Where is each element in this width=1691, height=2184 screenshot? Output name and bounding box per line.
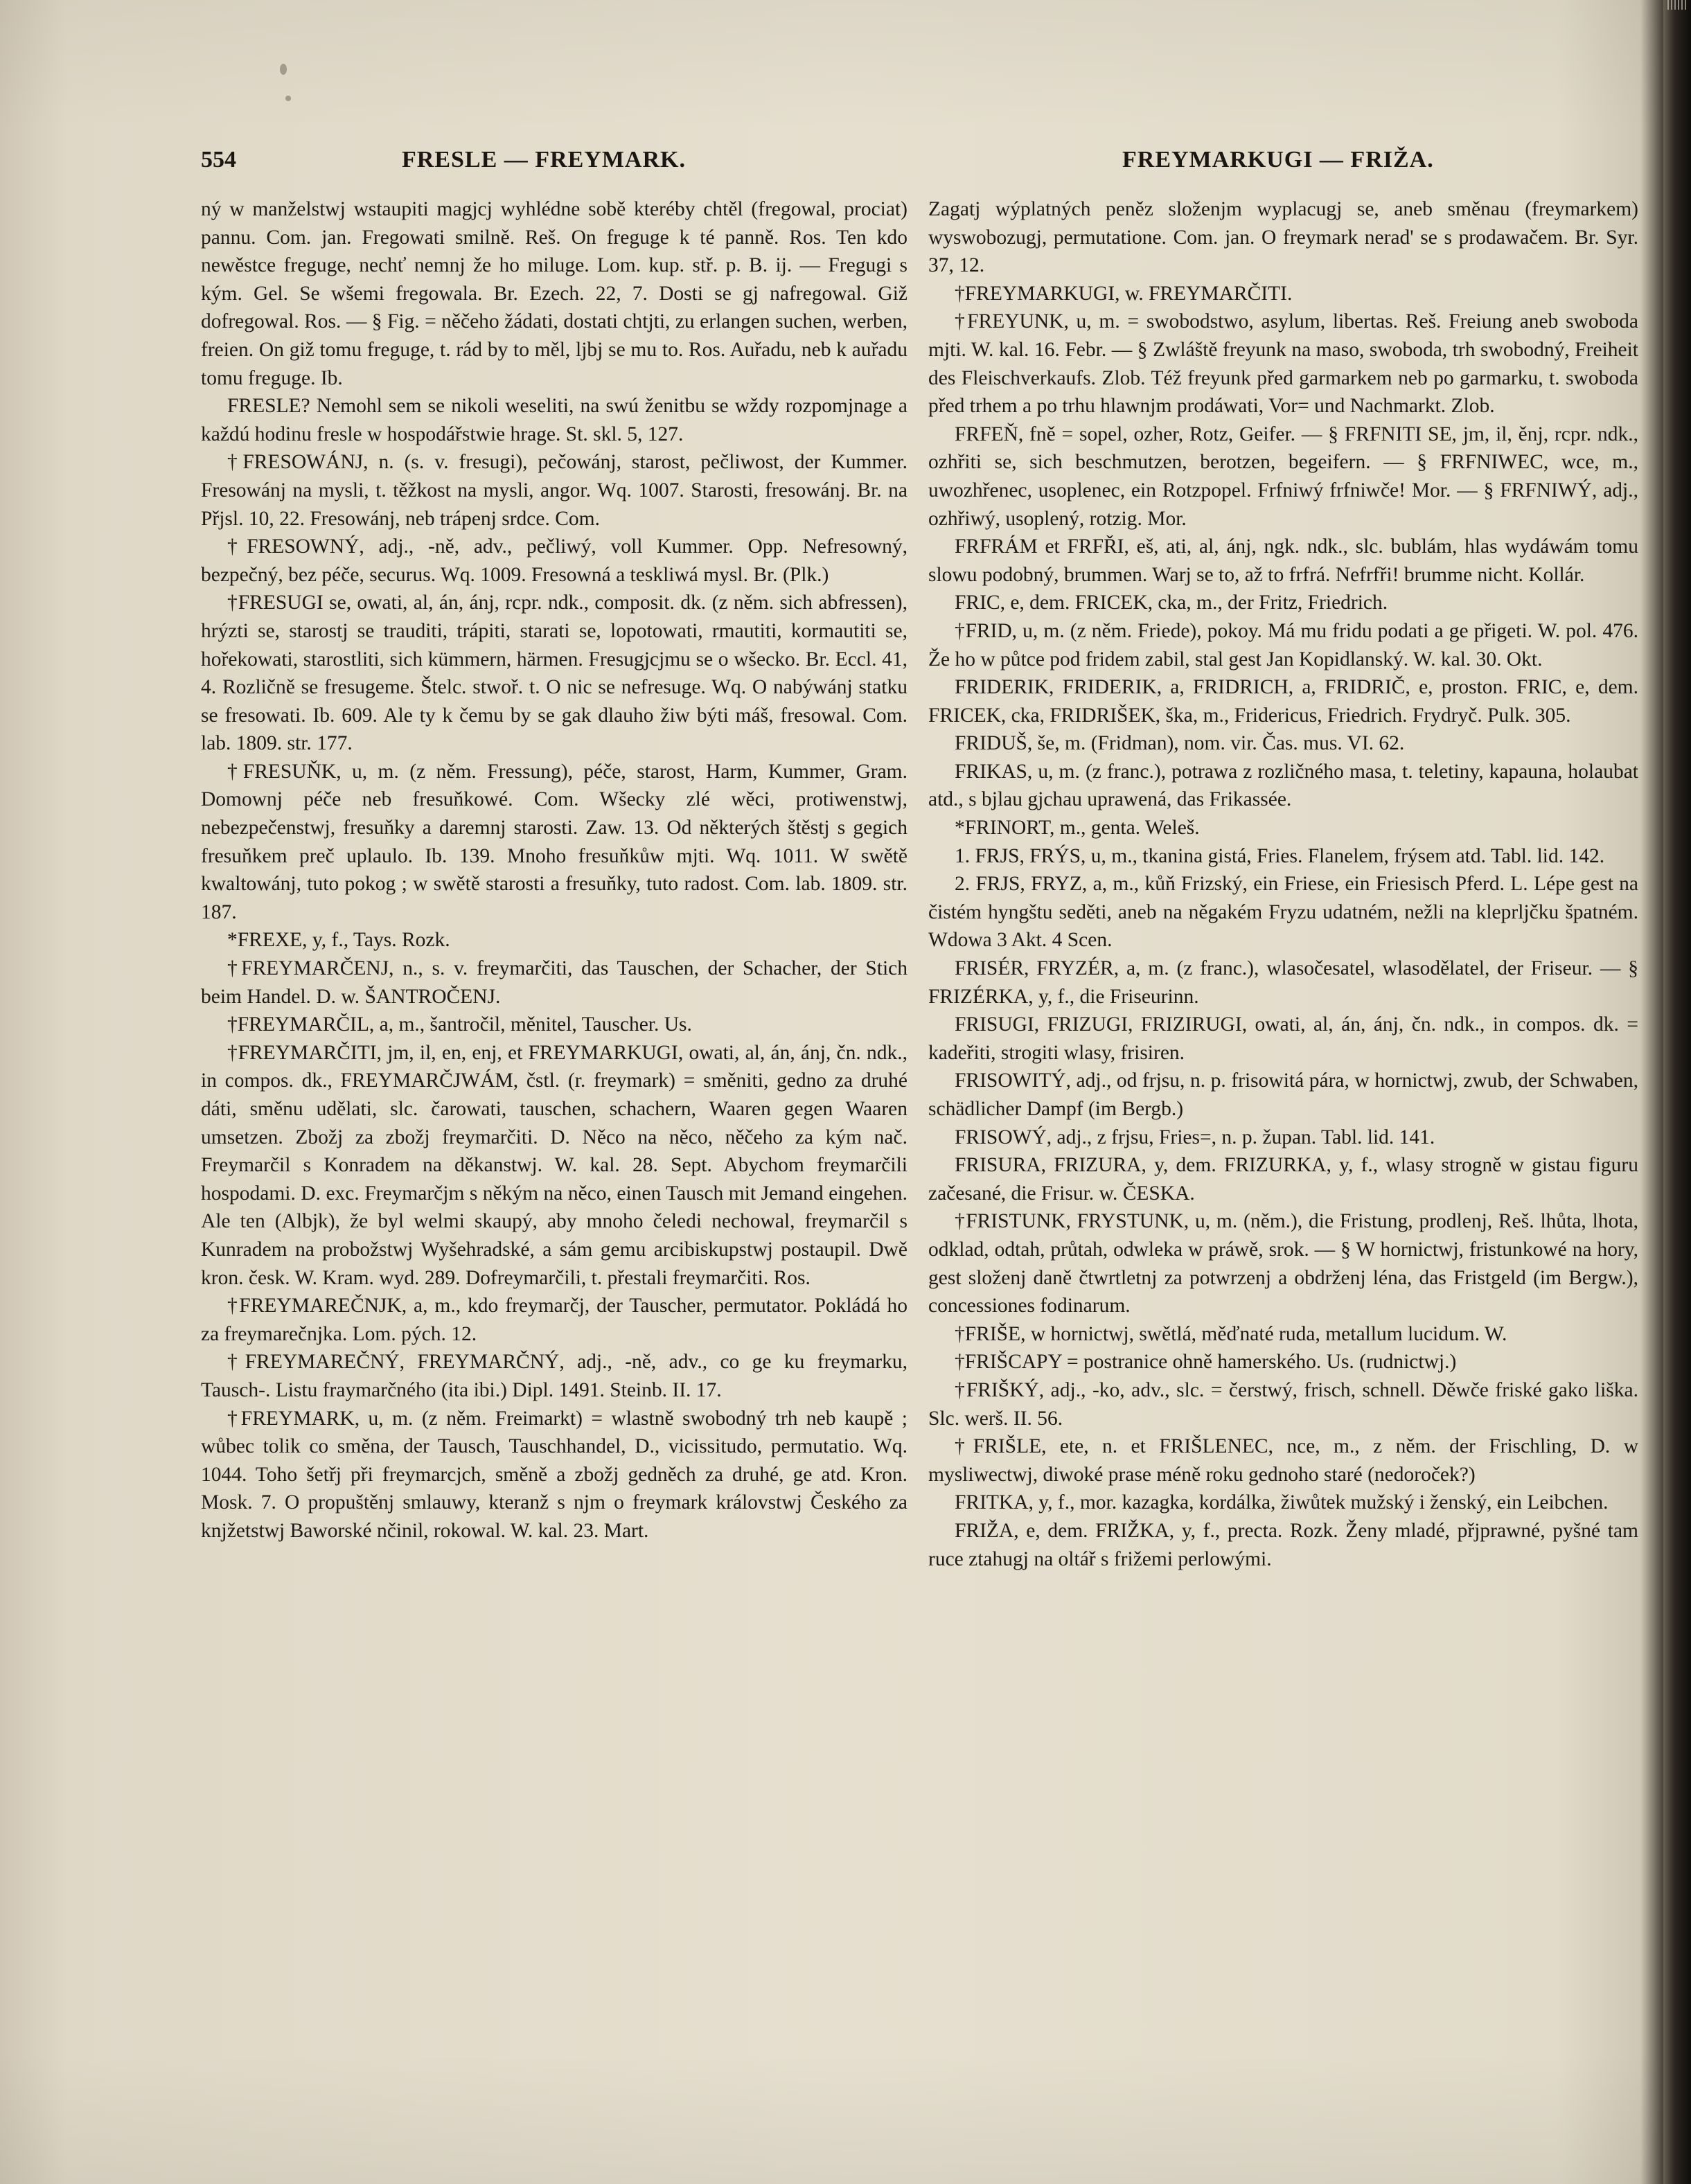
dictionary-entry: FRISUGI, FRIZUGI, FRIZIRUGI, owati, al, án, ánj, čn. ndk., in compos. dk. = kadeřiti, strogiti wlasy, frisiren. bbox=[928, 1013, 1638, 1064]
left-column bbox=[201, 195, 908, 1545]
running-head-right: FREYMARKUGI — FRIŽA. bbox=[1122, 147, 1434, 172]
dictionary-entry: FRISOWITÝ, adj., od frjsu, n. p. frisowitá pára, w hornictwj, zwub, der Schwaben, schädlicher Dampf (im Bergb.) bbox=[928, 1069, 1638, 1120]
dictionary-entry: FRIDERIK, FRIDERIK, a, FRIDRICH, a, FRIDRIČ, e, proston. FRIC, e, dem. FRICEK, cka, FRIDRIŠEK, ška, m., Fridericus, Friedrich. Frydryč. Pulk. 305. bbox=[928, 676, 1638, 727]
dictionary-entry: †FRESOWÁNJ, n. (s. v. fresugi), pečowánj, starost, pečliwost, der Kummer. Fresowánj na mysli, t. těžkost na mysli, angor. Wq. 1007. Starosti, fresowánj. Br. na Přjsl. 10, 22. Fresowánj, neb trápenj srdce. Com. bbox=[201, 451, 908, 530]
dictionary-entry: Zagatj wýplatných peněz složenjm wyplacugj se, aneb směnau (freymarkem) wyswobozugj, permutatione. Com. jan. O freymark nerad' se s prodawačem. Br. Syr. 37, 12. bbox=[928, 198, 1638, 277]
dictionary-entry: FRFEŇ, fně = sopel, ozher, Rotz, Geifer. — § FRFNITI SE, jm, il, ěnj, rcpr. ndk., ozhřiti se, sich beschmutzen, berotzen, begeifern. — § FRFNIWEC, wce, m., uwozhřenec, usoplenec, ein Rotzpopel. Frfniwý frfniwče! Mor. — § FRFNIWÝ, adj., ozhřiwý, usoplený, rotzig. Mor. bbox=[928, 423, 1638, 530]
dictionary-entry: FRIKAS, u, m. (z franc.), potrawa z rozličného masa, t. teletiny, kapauna, holaubat atd., s bjlau gjchau uprawená, das Frikassée. bbox=[928, 760, 1638, 811]
dictionary-entry: 1. FRJS, FRÝS, u, m., tkanina gistá, Fries. Flanelem, frýsem atd. Tabl. lid. 142. bbox=[955, 844, 1605, 867]
book-spine-edge bbox=[1663, 0, 1691, 2184]
dictionary-entry: †FRIŠLE, ete, n. et FRIŠLENEC, nce, m., z něm. der Frischling, D. w mysliwectwj, diwoké prase méně roku gednoho staré (nedoroček?) bbox=[928, 1435, 1638, 1486]
dictionary-entry: FRIC, e, dem. FRICEK, cka, m., der Fritz, Friedrich. bbox=[955, 592, 1388, 614]
dictionary-entry: †FREYMAREČNÝ, FREYMARČNÝ, adj., -ně, adv., co ge ku freymarku, Tausch-. Listu fraymarčného (ita ibi.) Dipl. 1491. Steinb. II. 17. bbox=[201, 1351, 908, 1401]
dictionary-entry: ný w manželstwj wstaupiti magjcj wyhlédne sobě kteréby chtěl (fregowal, prociat) pannu. Com. jan. Fregowati smilně. Reš. On freguge k té panně. Ros. Ten kdo newěstce freguge, nechť nemnj že ho miluge. Lom. kup. stř. p. B. ij. — Fregugi s kým. Gel. Se wšemi fregowala. Br. Ezech. 22, 7. Dosti se gj nafregowal. Giž dofregowal. Ros. — § Fig. = něčeho žádati, dostati chtjti, zu erlangen suchen, werben, freien. On giž tomu freguge, t. rád by to měl, ljbj se mu to. Ros. Auřadu, neb k auřadu tomu freguge. Ib. bbox=[201, 198, 908, 389]
ink-speck bbox=[285, 96, 291, 101]
dictionary-entry: †FREYMARK, u, m. (z něm. Freimarkt) = wlastně swobodný trh neb kaupě ; wůbec tolik co směna, der Tausch, Tauschhandel, D., vicissitudo, permutatio. Wq. 1044. Toho šetřj při freymarcjch, směně a zbožj gedněch za druhé, ge atd. Kron. Mosk. 7. O propuštěnj smlauwy, kteranž s njm o freymark královstwj Českého za knjžetstwj Baworské nčinil, rokowal. W. kal. 23. Mart. bbox=[201, 1407, 908, 1542]
dictionary-entry: †FRIŠKÝ, adj., -ko, adv., slc. = čerstwý, frisch, schnell. Děwče friské gako liška. Slc. werš. II. 56. bbox=[928, 1378, 1638, 1430]
page-number: 554 bbox=[201, 147, 236, 172]
dictionary-entry: FRFRÁM et FRFŘI, eš, ati, al, ánj, ngk. ndk., slc. bublám, hlas wydáwám tomu slowu podobný, brummen. Warj se to, až to frfrá. Nefrfři! brumme nicht. Kollár. bbox=[928, 535, 1638, 586]
dictionary-entry: †FREYUNK, u, m. = swobodstwo, asylum, libertas. Reš. Freiung aneb swoboda mjti. W. kal. 16. Febr. — § Zwláště freyunk na maso, swoboda, trh swobodný, Freiheit des Fleischverkaufs. Zlob. Též freyunk před garmarkem neb po garmarku, t. swoboda před trhem a po trhu hlawnjm prodáwati, Vor= und Nachmarkt. Zlob. bbox=[928, 310, 1638, 418]
dictionary-entry: †FREYMARČENJ, n., s. v. freymarčiti, das Tauschen, der Schacher, der Stich beim Handel. D. w. ŠANTROČENJ. bbox=[201, 957, 908, 1008]
running-head-left: FRESLE — FREYMARK. bbox=[402, 147, 686, 172]
dictionary-entry: FRESLE? Nemohl sem se nikoli weseliti, na swú ženitbu se wždy rozpomjnage a každú hodinu fresle w hospodářstwie hrage. St. skl. 5, 127. bbox=[201, 395, 908, 445]
dictionary-entry: †FRESOWNÝ, adj., -ně, adv., pečliwý, voll Kummer. Opp. Nefresowný, bezpečný, bez péče, securus. Wq. 1009. Fresowná a teskliwá mysl. Br. (Plk.) bbox=[201, 535, 908, 586]
spine-edge-texture bbox=[1667, 0, 1688, 10]
dictionary-entry: †FRID, u, m. (z něm. Friede), pokoy. Má mu fridu podati a ge přigeti. W. pol. 476. Že ho w půtce pod fridem zabil, stal gest Jan Kopidlanský. W. kal. 30. Okt. bbox=[928, 619, 1638, 671]
dictionary-entry: †FREYMAREČNJK, a, m., kdo freymarčj, der Tauscher, permutator. Pokládá ho za freymarečnjka. Lom. pých. 12. bbox=[201, 1295, 908, 1345]
dictionary-entry: †FRESUŇK, u, m. (z něm. Fressung), péče, starost, Harm, Kummer, Gram. Domownj péče neb fresuňkowé. Com. Wšecky zlé wěci, protiwenstwj, nebezpečenstwj, fresuňky a daremnj starosti. Zaw. 13. Od některých štěstj s gegich fresuňkem preč uplaulo. Ib. 139. Mnoho fresuňkůw mjti. Wq. 1011. W swětě kwaltowánj, tuto pokog ; w swětě starosti a fresuňky, tuto radost. Com. lab. 1809. str. 187. bbox=[201, 760, 908, 923]
dictionary-entry: FRIŽA, e, dem. FRIŽKA, y, f., precta. Rozk. Ženy mladé, přjprawné, pyšné tam ruce ztahugj na oltář s frižemi perlowými. bbox=[928, 1519, 1638, 1570]
dictionary-entry: †FRISTUNK, FRYSTUNK, u, m. (něm.), die Fristung, prodlenj, Reš. lhůta, lhota, odklad, odtah, průtah, odwleka w práwě, srok. — § W hornictwj, fristunkowé na hory, gest složenj daně čtwrtletnj za potwrzenj a obdrženj léna, das Fristgeld (im Bergw.), concessiones fodinarum. bbox=[928, 1210, 1638, 1317]
dictionary-entry: †FRIŠE, w hornictwj, swětlá, měďnaté ruda, metallum lucidum. W. bbox=[955, 1322, 1507, 1345]
dictionary-entry: *FREXE, y, f., Tays. Rozk. bbox=[227, 929, 450, 952]
right-column bbox=[928, 195, 1638, 1573]
dictionary-entry: †FRESUGI se, owati, al, án, ánj, rcpr. ndk., composit. dk. (z něm. sich abfressen), hrýzti se, starostj se trauditi, trápiti, starati se, lopotowati, rmautiti, kormautiti se, hořekowati, starostliti, sich kümmern, härmen. Fresugjcjmu se o wšecko. Br. Eccl. 41, 4. Rozličně se fresugeme. Štelc. stwoř. t. O nic se nefresuge. Wq. O nabýwánj statku se fresowati. Ib. 609. Ale ty k čemu by se gak dlauho žiw býti máš, fresowal. Com. lab. 1809. str. 177. bbox=[201, 592, 908, 755]
dictionary-entry: †FRIŠCAPY = postranice ohně hamerského. Us. (rudnictwj.) bbox=[955, 1351, 1457, 1374]
dictionary-entry: FRITKA, y, f., mor. kazagka, kordálka, žiwůtek mužský i ženský, ein Leibchen. bbox=[955, 1491, 1609, 1514]
dictionary-entry: *FRINORT, m., genta. Weleš. bbox=[955, 817, 1200, 840]
dictionary-entry: †FREYMARKUGI, w. FREYMARČITI. bbox=[955, 282, 1293, 305]
dictionary-entry: FRISÉR, FRYZÉR, a, m. (z franc.), wlasočesatel, wlasodělatel, der Friseur. — § FRIZÉRKA, y, f., die Friseurinn. bbox=[928, 957, 1638, 1008]
dictionary-entry: FRISOWÝ, adj., z frjsu, Fries=, n. p. župan. Tabl. lid. 141. bbox=[955, 1126, 1435, 1148]
dictionary-entry: †FREYMARČITI, jm, il, en, enj, et FREYMARKUGI, owati, al, án, ánj, čn. ndk., in compos. dk., FREYMARČJWÁM, čstl. (r. freymark) = směniti, gedno za druhé dáti, směnu udělati, slc. čarowati, tauschen, schachern, Waaren gegen Waaren umsetzen. Zbožj za zbožj freymarčiti. D. Něco na něco, něčeho za kým nač. Freymarčil s Konradem na děkanstwj. W. kal. 28. Sept. Abychom freymarčili hospodami. D. exc. Freymarčjm s někým na něco, einen Tausch mit Jemand eingehen. Ale ten (Albjk), že byl welmi skaupý, aby mnoho čeledi nechowal, freymarčil s Kunradem na probožstwj Wyšehradské, a sám gemu arcibiskupstwj postaupil. Dwě kron. česk. W. Kram. wyd. 289. Dofreymarčili, t. přestali freymarčiti. Ros. bbox=[201, 1041, 908, 1289]
dictionary-entry: FRIDUŠ, še, m. (Fridman), nom. vir. Čas. mus. VI. 62. bbox=[955, 732, 1405, 755]
dictionary-entry: 2. FRJS, FRYZ, a, m., kůň Frizský, ein Friese, ein Friesisch Pferd. L. Lépe gest na čistém hyngštu seděti, aneb na něgakém Fryzu udatném, nežli na kleprljčku špatném. Wdowa 3 Akt. 4 Scen. bbox=[928, 873, 1638, 952]
dictionary-entry: †FREYMARČIL, a, m., šantročil, měnitel, Tauscher. Us. bbox=[227, 1013, 692, 1036]
ink-speck bbox=[280, 64, 287, 75]
dictionary-entry: FRISURA, FRIZURA, y, dem. FRIZURKA, y, f., wlasy strogně w gistau figuru začesané, die Frisur. w. ČESKA. bbox=[928, 1154, 1638, 1205]
